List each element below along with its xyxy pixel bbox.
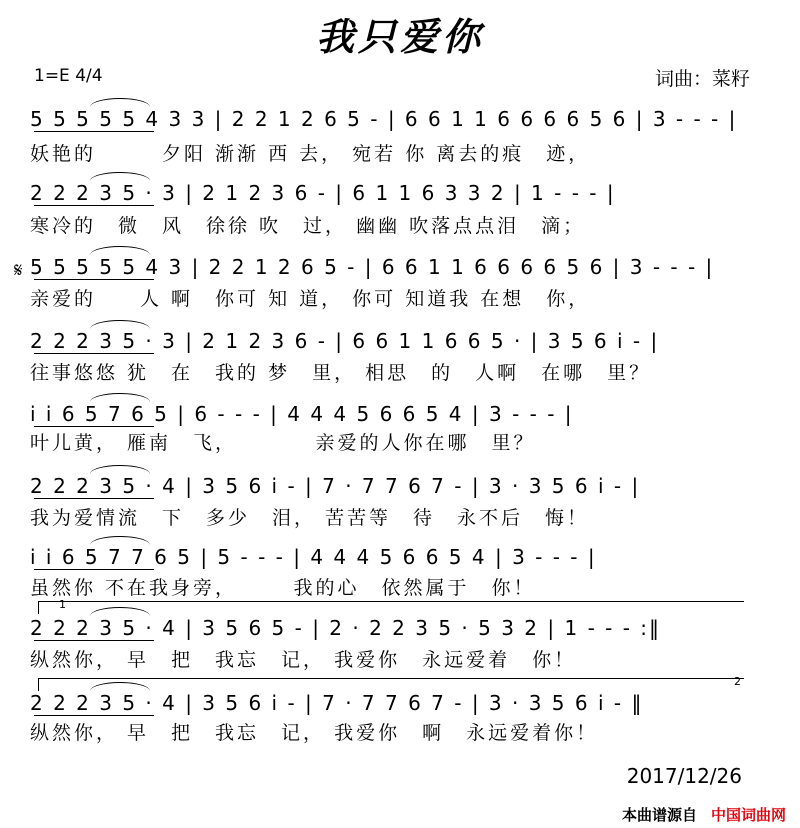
notation-row	[30, 104, 760, 134]
notation-line: 5 5 5 5 5 4 3 3 | 2 2 1 2 6 5 - | 6 6 1 1 6 6 6 6 5 6 | 3 - - - |	[30, 107, 738, 131]
lyrics-line: 虽然你 不在我身旁， 我的心 依然属于 你！	[30, 577, 536, 599]
notation-row	[30, 688, 760, 718]
slur-mark	[90, 465, 150, 474]
notation-line: 2 2 2 3 5 · 4 | 3 5 6 5 - | 2 · 2 2 3 5 · 5 3 2 | 1 - - - :‖	[30, 616, 662, 640]
beam-underline	[34, 353, 154, 354]
page-title: 我只爱你	[315, 14, 484, 59]
beam-underline	[34, 715, 154, 716]
notation-row	[30, 471, 760, 501]
source-credit	[622, 804, 786, 825]
lyrics-line: 往事悠悠 犹 在 我的 梦 里， 相思 的 人啊 在哪 里？	[30, 362, 652, 384]
beam-underline	[34, 426, 154, 427]
notation-row	[30, 399, 760, 429]
source-label: 本曲谱源自	[621, 806, 697, 824]
slur-mark	[90, 536, 150, 545]
notation-row	[30, 326, 760, 356]
volta-second-number: 2	[734, 675, 741, 688]
slur-mark	[90, 172, 150, 181]
slur-mark	[90, 393, 150, 402]
date: 2017/12/26	[626, 764, 742, 788]
notation-line: 2 2 2 3 5 · 3 | 2 1 2 3 6 - | 6 1 1 6 3 3 2 | 1 - - - |	[30, 181, 616, 205]
lyrics-line: 叶儿黄， 雁南 飞， 亲爱的人你在哪 里？	[30, 432, 536, 454]
beam-underline	[34, 569, 154, 570]
notation-line: 2 2 2 3 5 · 4 | 3 5 6 i - | 7 · 7 7 6 7 - | 3 · 3 5 6 i - |	[30, 474, 641, 498]
volta-first-number: 1	[59, 598, 66, 611]
notation-line: i i 6 5 7 7 6 5 | 5 - - - | 4 4 4 5 6 6 5 4 | 3 - - - |	[30, 545, 597, 569]
volta-second-ending	[38, 675, 744, 691]
lyrics-line: 妖艳的 夕阳 渐渐 西 去， 宛若 你 离去的痕 迹，	[30, 143, 591, 165]
beam-underline	[34, 640, 154, 641]
lyrics-line: 纵然你， 早 把 我忘 记， 我爱你 永远爱着 你！	[30, 649, 577, 671]
source-site: 中国词曲网	[710, 806, 786, 824]
notation-row	[30, 613, 760, 643]
lyrics-line: 我为爱情流 下 多少 泪， 苦苦等 待 永不后 悔！	[30, 507, 590, 529]
notation-line: 2 2 2 3 5 · 3 | 2 1 2 3 6 - | 6 6 1 1 6 6 5 · | 3 5 6 i - |	[30, 329, 660, 353]
slur-mark	[90, 246, 150, 255]
beam-underline	[34, 279, 154, 280]
slur-mark	[90, 320, 150, 329]
slur-mark	[90, 98, 150, 107]
lyrics-line: 寒冷的 微 风 徐徐 吹 过， 幽幽 吹落点点泪 滴；	[30, 215, 586, 237]
notation-line: 2 2 2 3 5 · 4 | 3 5 6 i - | 7 · 7 7 6 7 - | 3 · 3 5 6 i - ‖	[30, 691, 644, 715]
notation-row	[30, 542, 760, 572]
lyrics-line: 亲爱的 人 啊 你可 知 道， 你可 知道我 在想 你，	[30, 288, 591, 310]
notation-line: i i 6 5 7 6 5 | 6 - - - | 4 4 4 5 6 6 5 4 | 3 - - - |	[30, 402, 574, 426]
volta-first-ending	[38, 598, 744, 614]
beam-underline	[34, 205, 154, 206]
beam-underline	[34, 131, 154, 132]
lyrics-line: 纵然你， 早 把 我忘 记， 我爱你 啊 永远爱着你！	[30, 722, 599, 744]
segno-icon: 𝄋	[14, 258, 23, 282]
notation-row	[30, 178, 760, 208]
key-signature: 1=E 4/4	[34, 66, 103, 86]
credit: 词曲：菜籽	[654, 68, 750, 90]
notation-line: 5 5 5 5 5 4 3 | 2 2 1 2 6 5 - | 6 6 1 1 6 6 6 6 5 6 | 3 - - - |	[30, 255, 715, 279]
notation-row	[30, 252, 760, 282]
beam-underline	[34, 498, 154, 499]
